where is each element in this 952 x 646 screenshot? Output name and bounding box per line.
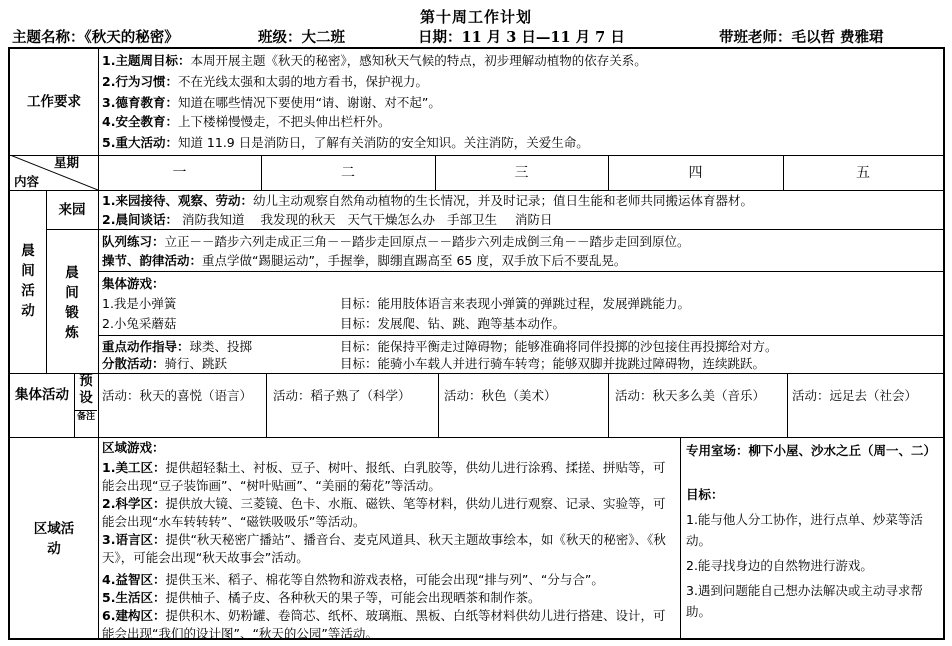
- zone-item: 6.建构区：提供积木、奶粉罐、卷筒芯、纸杯、玻璃瓶、黑板、白纸等材料供幼儿进行搭建、设计，可能会出现“我们的设计图”、“秋天的公园”等活动。: [102, 608, 666, 641]
- area-games-head: 区域游戏：: [102, 440, 165, 455]
- goal-item: 1.能与他人分工协作，进行点单、炒菜等活动。: [686, 512, 923, 548]
- weekday-wed: 三: [514, 165, 529, 181]
- requirement-item: 2.行为习惯：不在光线太强和太弱的地方看书，保护视力。: [102, 74, 428, 89]
- arrival-label: 来园: [58, 202, 86, 218]
- arrival-line-2: 2.晨间谈话： 消防我知道 我发现的秋天 天气干燥怎么办 手部卫生 消防日: [102, 212, 553, 227]
- game-goal: 目标：能用肢体语言来表现小弹簧的弹跳过程，发展弹跳能力。: [340, 296, 691, 311]
- activity-mon: 活动：秋天的喜悦（语言）: [102, 388, 253, 403]
- talk-topic: 我发现的秋天: [260, 212, 336, 227]
- special-goals-list: [686, 509, 942, 622]
- talk-topic: 手部卫生: [446, 212, 497, 227]
- talk-topic: 消防日: [515, 212, 553, 227]
- date-label: 日期：11 月 3 日—11 月 7 日: [418, 29, 625, 46]
- requirement-item: 4.安全教育：上下楼梯慢慢走，不把头伸出栏杆外。: [102, 114, 391, 129]
- weekday-thu: 四: [688, 165, 703, 181]
- teacher-label: 带班老师：毛以哲 费雅珺: [719, 29, 884, 46]
- scattered-goal: 目标：能骑小车载人并进行骑车转弯；能够双脚并拢跳过障碍物，连续跳跃。: [340, 356, 766, 371]
- exercise-label: 晨间锻炼: [65, 265, 79, 341]
- talk-topic: 消防我知道: [181, 212, 245, 227]
- arrival-line-1: 1.来园接待、观察、劳动：幼儿主动观察自然角动植物的生长情况，并及时记录；值日生能和老师共同搬运体育器材。: [102, 193, 753, 208]
- game-goal: 目标：发展爬、钻、跳、跑等基本动作。: [340, 316, 566, 331]
- activity-wed: 活动：秋色（美术）: [444, 388, 557, 403]
- zone-item: 3.语言区：提供“秋天秘密广播站”、播音台、麦克风道具、秋天主题故事绘本，如《秋天的秘密》、《秋天》，可能会出现“秋天故事会”活动。: [102, 532, 666, 565]
- special-room: 专用室场：柳下小屋、沙水之丘（周一、二）: [686, 443, 937, 458]
- scattered-activity: 分散活动：骑行、跳跃: [102, 356, 228, 371]
- plan-table: [8, 47, 945, 640]
- collective-activities-label: 集体活动: [15, 387, 69, 403]
- theme-label: 主题名称：《秋天的秘密》: [12, 29, 179, 46]
- theme-name: 《秋天的秘密》: [84, 29, 179, 46]
- corner-bottom-label: 内容: [14, 174, 40, 189]
- zone-item: 1.美工区：提供超轻黏土、衬板、豆子、树叶、报纸、白乳胶等，供幼儿进行涂鸦、揉搓、拼贴等，可能会出现“豆子装饰画”、“树叶贴画”、“美丽的菊花”等活动。: [102, 460, 666, 493]
- activity-tue: 活动：稻子熟了（科学）: [273, 388, 411, 403]
- weekday-mon: 一: [172, 165, 187, 181]
- activity-fri: 活动：远足去（社会）: [792, 388, 918, 403]
- zone-item: 2.科学区：提供放大镜、三菱镜、色卡、水瓶、磁铁、笔等材料，供幼儿进行观察、记录、实验等，可能会出现“水车转转转”、“磁铁吸吸乐”等活动。: [102, 496, 666, 529]
- weekday-fri: 五: [856, 165, 870, 181]
- group-games-head: 集体游戏：: [102, 276, 165, 291]
- morning-activities-label: 晨间活动: [21, 243, 35, 319]
- class-label: 班级：大二班: [258, 29, 345, 46]
- zone-item: 4.益智区：提供玉米、稻子、棉花等自然物和游戏表格，可能会出现“排与列”、“分与合”。: [102, 572, 604, 587]
- weekday-tue: 二: [341, 165, 355, 181]
- game-name: 1.我是小弹簧: [102, 296, 177, 311]
- game-name: 2.小兔采蘑菇: [102, 316, 177, 331]
- area-activities-label: 区域活动: [33, 521, 75, 557]
- zone-list: [102, 459, 677, 643]
- page-title: 第十周工作计划: [419, 8, 532, 26]
- requirement-item: 3.德育教育：知道在哪些情况下要使用“请、谢谢、对不起”。: [102, 95, 441, 110]
- note-label: 备注: [76, 412, 95, 422]
- talk-topic: 天气干燥怎么办: [347, 212, 435, 227]
- requirement-item: 5.重大活动：知道 11.9 日是消防日，了解有关消防的安全知识。关注消防，关爱生命。: [102, 135, 589, 150]
- focus-goal: 目标：能保持平衡走过障碍物；能够准确将同伴投掷的沙包接住再投掷给对方。: [340, 339, 778, 354]
- goal-item: 3.遇到问题能自己想办法解决或主动寻求帮助。: [686, 583, 923, 619]
- queue-practice: 队列练习：立正－－踏步六列走成正三角－－踏步走回原点－－踏步六列走成倒三角－－踏步走回到原位。: [102, 234, 690, 249]
- work-requirements-label: 工作要求: [27, 94, 81, 110]
- zone-item: 5.生活区：提供柚子、橘子皮、各种秋天的果子等，可能会出现晒茶和制作茶。: [102, 590, 541, 605]
- special-goals-head: 目标：: [686, 487, 724, 502]
- preset-label: 预设: [79, 373, 93, 406]
- corner-top-label: 星期: [54, 155, 80, 170]
- requirement-item: 1.主题周目标：本周开展主题《秋天的秘密》，感知秋天气候的特点，初步理解动植物的依存关系。: [102, 53, 647, 68]
- focus-guidance: 重点动作指导：球类、投掷: [102, 339, 253, 354]
- rhythm-activity: 操节、韵律活动：重点学做“踢腿运动”，手握拳，脚绷直踢高至 65 度，双手放下后不要乱晃。: [102, 253, 627, 268]
- goal-item: 2.能寻找身边的自然物进行游戏。: [686, 558, 873, 573]
- activity-thu: 活动：秋天多么美（音乐）: [615, 388, 766, 403]
